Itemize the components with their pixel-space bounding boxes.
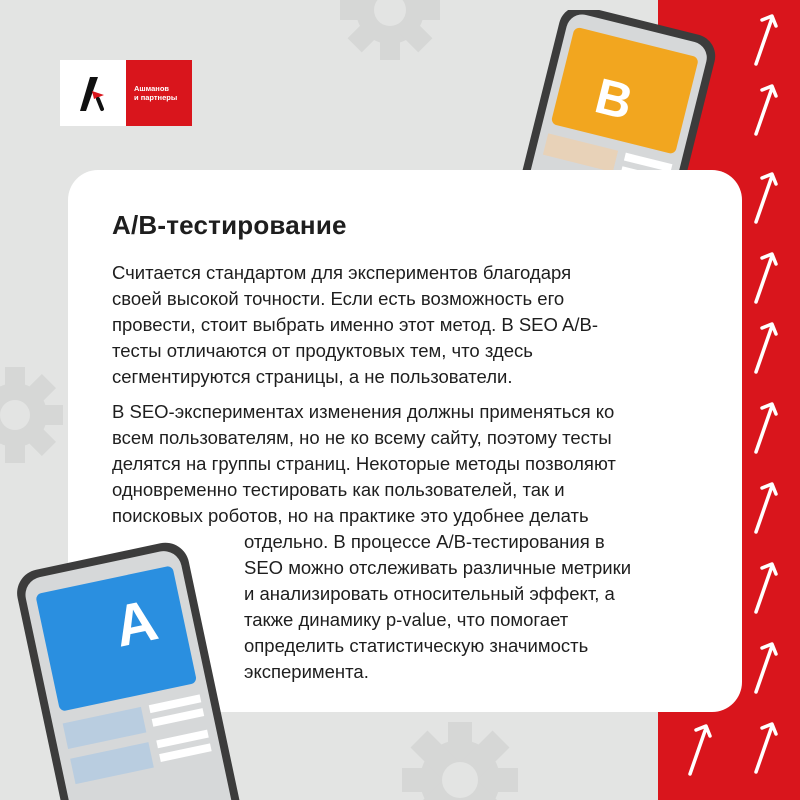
paragraph-line: делятся на группы страниц. Некоторые методы позволяют xyxy=(112,453,616,474)
arrow-up-icon xyxy=(746,560,780,614)
paragraph-line: Считается стандартом для экспериментов благодаря xyxy=(112,262,572,283)
gear-icon xyxy=(335,0,445,65)
arrow-up-icon xyxy=(746,480,780,534)
arrow-up-icon xyxy=(746,12,780,66)
logo-a-icon xyxy=(76,73,110,113)
arrow-up-icon xyxy=(680,722,714,776)
logo-text-line1: Ашманов xyxy=(134,83,170,93)
arrow-up-icon xyxy=(746,400,780,454)
paragraph-line: SEO можно отслеживать различные метрики xyxy=(244,557,632,578)
paragraph-line: одновременно тестировать как пользователей, так и xyxy=(112,479,565,500)
paragraph-line: сегментируются страницы, а не пользователи. xyxy=(112,366,513,387)
arrow-up-icon xyxy=(746,250,780,304)
paragraph-line: также динамику p-value, что помогает xyxy=(244,609,569,630)
paragraph-line: поисковых роботов, но на практике это удобнее делать xyxy=(112,505,589,526)
logo-mark xyxy=(60,60,126,126)
paragraph-line: всем пользователям, но не ко всему сайту, поэтому тесты xyxy=(112,427,612,448)
arrow-up-icon xyxy=(746,720,780,774)
paragraph-line: своей высокой точности. Если есть возможность его xyxy=(112,288,565,309)
arrow-up-icon xyxy=(746,640,780,694)
paragraph-line: отдельно. В процессе A/B-тестирования в xyxy=(244,531,605,552)
variant-b-letter: B xyxy=(589,67,639,131)
paragraph-line: и анализировать относительный эффект, а xyxy=(244,583,615,604)
gear-icon xyxy=(0,360,70,470)
paragraph-line: эксперимента. xyxy=(244,661,369,682)
paragraph-line: провести, стоит выбрать именно этот метод. В SEO A/B- xyxy=(112,314,598,335)
arrow-up-icon xyxy=(746,170,780,224)
paragraph-line: определить статистическую значимость xyxy=(244,635,589,656)
arrow-up-icon xyxy=(746,82,780,136)
paragraph-2 xyxy=(112,399,616,529)
paragraph-line: тесты отличаются от продуктовых тем, что здесь xyxy=(112,340,533,361)
brand-logo xyxy=(60,60,192,126)
paragraph-2-continued xyxy=(244,529,631,685)
arrow-up-icon xyxy=(746,320,780,374)
phone-variant-a xyxy=(0,525,240,800)
logo-text-line2: и партнеры xyxy=(134,93,178,102)
article-title: A/B-тестирование xyxy=(112,210,347,240)
logo-text xyxy=(126,60,192,126)
gear-icon xyxy=(395,715,525,800)
paragraph-1 xyxy=(112,260,598,390)
variant-a-letter: A xyxy=(108,587,164,660)
paragraph-line: В SEO-экспериментах изменения должны применяться ко xyxy=(112,401,615,422)
